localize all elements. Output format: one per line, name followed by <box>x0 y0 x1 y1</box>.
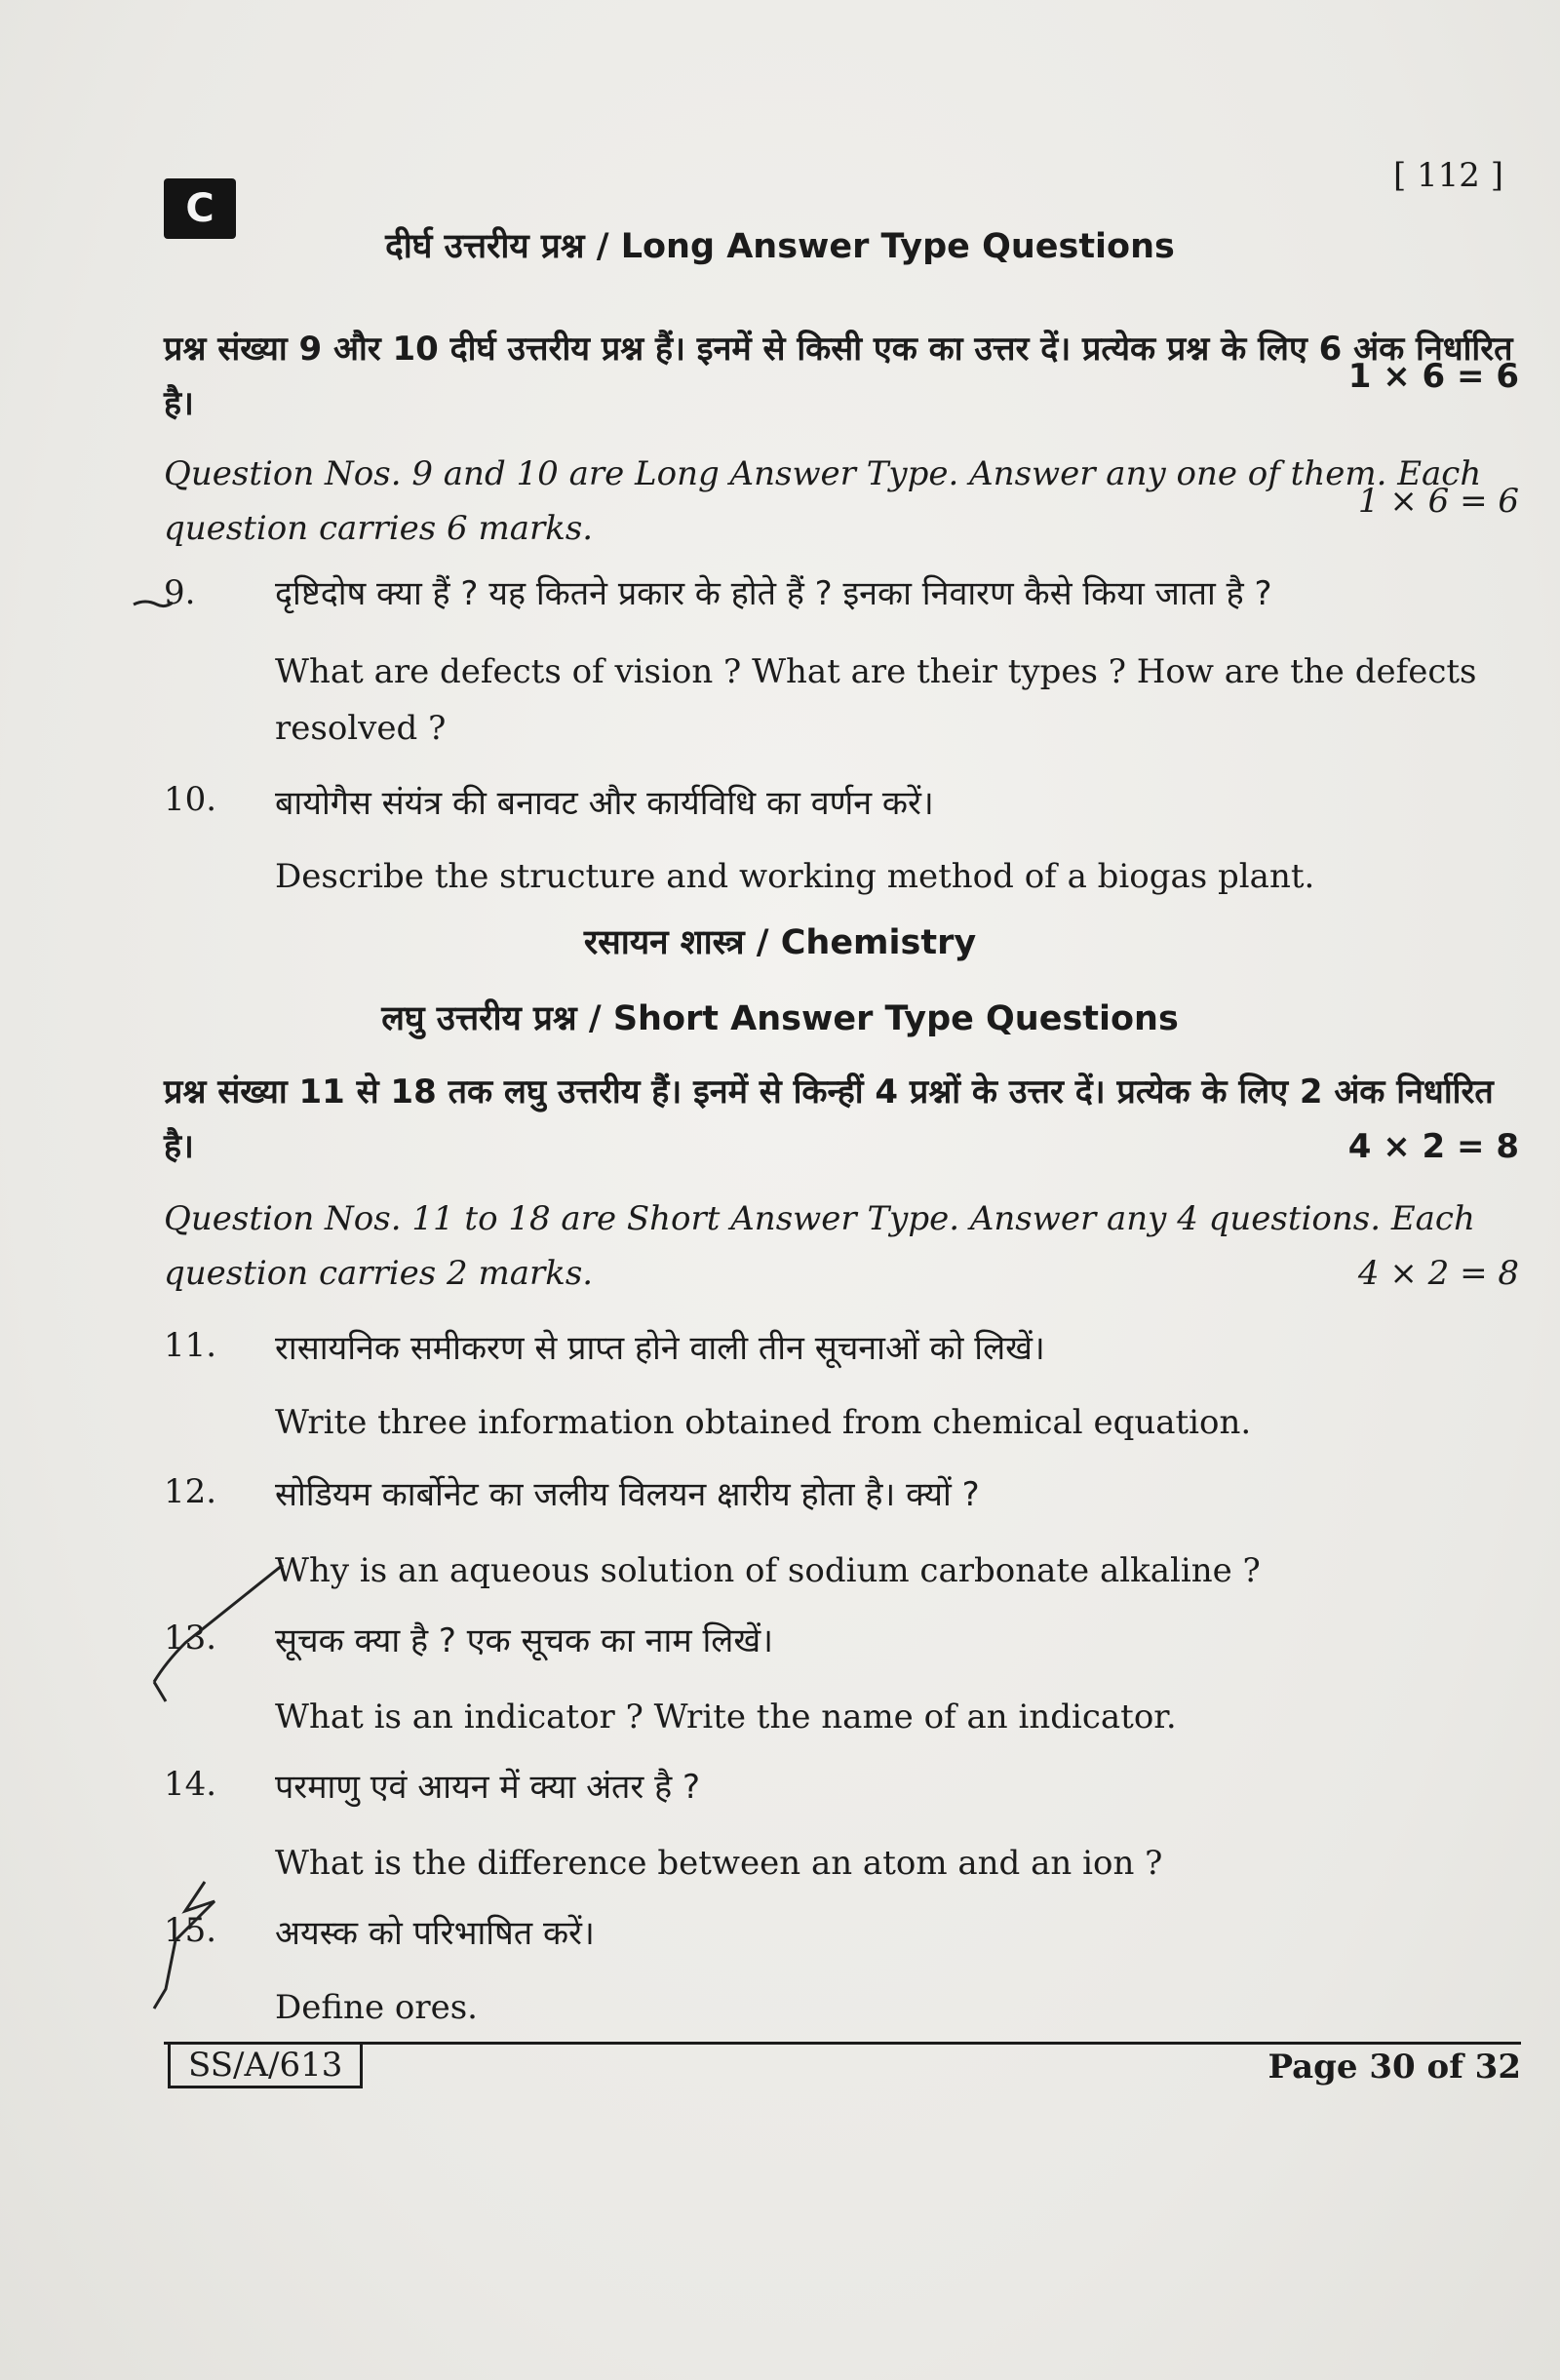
question-number: 14. <box>164 1765 217 1804</box>
question-text-hi: दृष्टिदोष क्या हैं ? यह कितने प्रकार के होते हैं ? इनका निवारण कैसे किया जाता है ? <box>275 574 1272 613</box>
instruction-text: Question Nos. 9 and 10 are Long Answer Type. Answer any one of them. Each question carries 6 marks. <box>164 454 1482 548</box>
question-number: 15. <box>164 1911 217 1950</box>
question-text-hi: रासायनिक समीकरण से प्राप्त होने वाली तीन सूचनाओं को लिखें। <box>275 1329 1045 1368</box>
question-text-en: What is an indicator ? Write the name of an indicator. <box>275 1697 1177 1736</box>
footer-rule <box>164 2042 1521 2045</box>
pen-scribble-icon <box>146 1872 234 2018</box>
set-badge: C <box>164 178 236 239</box>
question-text-en: Describe the structure and working method of a biogas plant. <box>275 857 1315 896</box>
question-text-hi: अयस्क को परिभाषित करें। <box>275 1914 595 1953</box>
question-number: 9. <box>164 573 196 612</box>
marks-en: 4 × 2 = 8 <box>1357 1254 1519 1293</box>
question-text-hi: सूचक क्या है ? एक सूचक का नाम लिखें। <box>275 1621 774 1660</box>
question-text-hi: बायोगैस संयंत्र की बनावट और कार्यविधि का वर्णन करें। <box>275 784 934 823</box>
subject-heading: रसायन शास्त्र / Chemistry <box>583 923 977 962</box>
marks-hi: 1 × 6 = 6 <box>1347 357 1519 396</box>
pen-mark-icon <box>132 597 175 612</box>
question-text-en: Define ores. <box>275 1988 478 2027</box>
instruction-text: Question Nos. 11 to 18 are Short Answer Type. Answer any 4 questions. Each question carries 2 marks. <box>164 1199 1475 1293</box>
question-text-hi: परमाणु एवं आयन में क्या अंतर है ? <box>275 1768 701 1807</box>
question-number: 11. <box>164 1326 217 1365</box>
marks-en: 1 × 6 = 6 <box>1357 482 1519 521</box>
question-text-en: Why is an aqueous solution of sodium carbonate alkaline ? <box>275 1551 1261 1590</box>
short-answer-heading: लघु उत्तरीय प्रश्न / Short Answer Type Questions <box>381 999 1179 1038</box>
paper-code-box: SS/A/613 <box>168 2045 363 2088</box>
question-text-en: Write three information obtained from chemical equation. <box>275 1403 1252 1442</box>
long-answer-instruction-en <box>164 447 1519 556</box>
long-answer-instruction-hi <box>164 322 1519 431</box>
question-number: 13. <box>164 1619 217 1658</box>
pen-checkmark-icon <box>146 1555 292 1750</box>
question-number: 10. <box>164 780 217 819</box>
question-number: 12. <box>164 1472 217 1511</box>
instruction-text: प्रश्न संख्या 9 और 10 दीर्घ उत्तरीय प्रश्न हैं। इनमें से किसी एक का उत्तर दें। प्रत्येक प्रश्न के लिए 6 अंक निर्धारित है। <box>164 330 1513 423</box>
marks-hi: 4 × 2 = 8 <box>1347 1127 1519 1166</box>
question-text-en: What are defects of vision ? What are their types ? How are the defects resolved ? <box>275 652 1477 748</box>
short-answer-instruction-hi <box>164 1065 1519 1174</box>
short-answer-instruction-en <box>164 1191 1519 1301</box>
instruction-text: प्रश्न संख्या 11 से 18 तक लघु उत्तरीय हैं। इनमें से किन्हीं 4 प्रश्नों के उत्तर दें। प्रत्येक के लिए 2 अंक निर्धारित है। <box>164 1073 1494 1166</box>
page-number: Page 30 of 32 <box>1268 2048 1521 2087</box>
question-text-en: What is the difference between an atom and an ion ? <box>275 1844 1163 1883</box>
long-answer-heading: दीर्घ उत्तरीय प्रश्न / Long Answer Type Questions <box>385 227 1175 266</box>
question-paper-code: [ 112 ] <box>1392 156 1503 195</box>
question-text-hi: सोडियम कार्बोनेट का जलीय विलयन क्षारीय होता है। क्यों ? <box>275 1475 980 1514</box>
